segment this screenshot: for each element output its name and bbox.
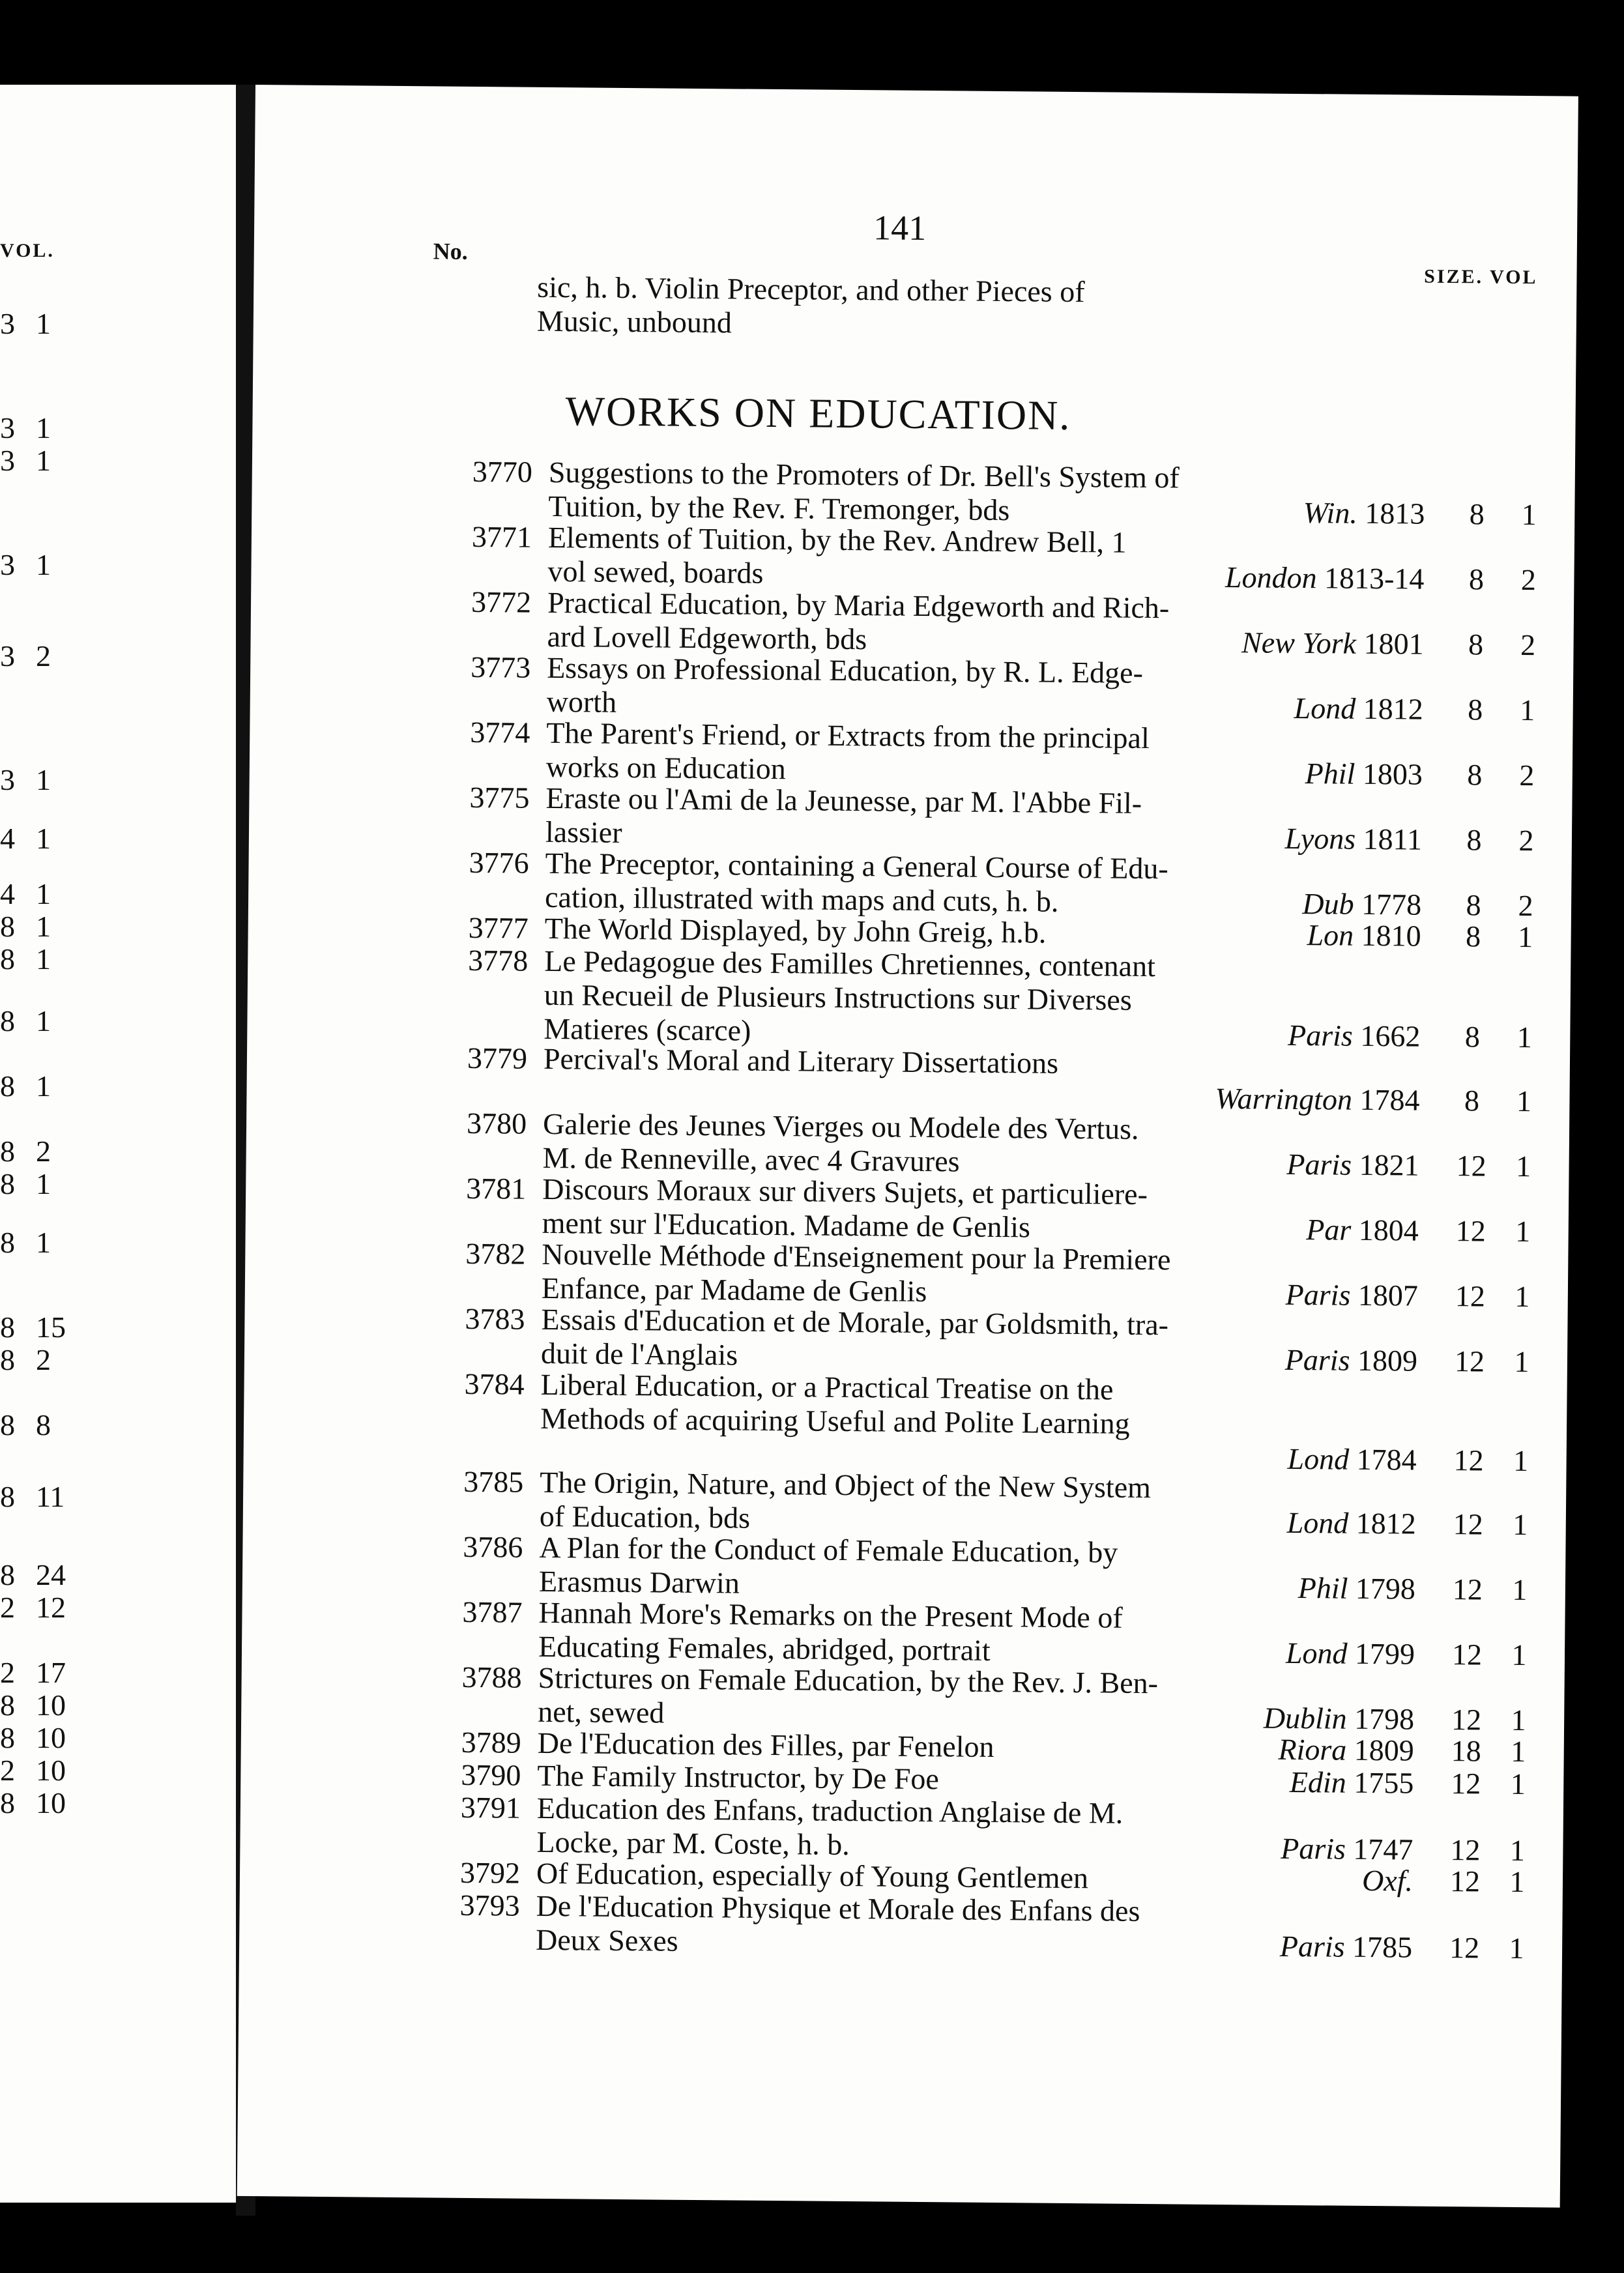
left-vol-row	[0, 1225, 78, 1264]
entry-title-text: Essais d'Education et de Morale, par Goldsmith, tra-	[541, 1302, 1169, 1342]
entry-imprint	[1303, 496, 1425, 531]
entry-size: 12	[1450, 1833, 1481, 1867]
entry-place: Par	[1306, 1213, 1352, 1247]
entry-imprint	[1285, 1278, 1418, 1313]
entry-title-text: cation, illustrated with maps and cuts, h. b.	[544, 880, 1059, 918]
entry-number: 3793	[459, 1888, 520, 1922]
entry-title-text: Practical Education, by Maria Edgeworth and Rich-	[547, 585, 1170, 625]
entry-year: 1809	[1357, 1343, 1418, 1378]
left-size-fragment: 4	[0, 822, 15, 855]
left-size-fragment: 8	[0, 910, 15, 943]
left-size-fragment: 8	[0, 1558, 15, 1591]
entry-imprint	[1278, 1733, 1414, 1768]
entry-size: 18	[1451, 1734, 1481, 1768]
entry-place: Dublin	[1263, 1701, 1347, 1735]
entry-number: 3774	[470, 715, 530, 749]
left-size-fragment: 3	[0, 763, 15, 796]
entry-size: 8	[1464, 1084, 1480, 1118]
entry-imprint	[1241, 626, 1424, 661]
left-size-fragment: 8	[0, 1167, 15, 1200]
entry-imprint	[1306, 1213, 1419, 1248]
entry-vol: 1	[1512, 1572, 1528, 1607]
entry-vol: 2	[1519, 758, 1535, 792]
entry-size: 12	[1455, 1279, 1486, 1313]
entry-title-text: Discours Moraux sur divers Sujets, et particuliere-	[542, 1172, 1148, 1211]
entry-number: 3781	[466, 1171, 527, 1206]
entry-place: Dub	[1302, 887, 1354, 921]
entry-number: 3784	[464, 1367, 525, 1401]
left-size-fragment: 4	[0, 877, 15, 910]
entry-vol: 2	[1520, 628, 1536, 662]
entry-title-text: duit de l'Anglais	[540, 1336, 738, 1372]
entry-year: 1799	[1354, 1636, 1415, 1671]
entry-number: 3771	[471, 519, 532, 554]
entry-vol: 2	[1520, 562, 1537, 597]
entry-year: 1812	[1363, 691, 1423, 726]
entry-place: Warrington	[1215, 1081, 1353, 1116]
entry-title-text: Le Pedagogue des Familles Chretiennes, contenant	[544, 944, 1156, 983]
entry-year: 1798	[1355, 1571, 1416, 1606]
entry-place: Paris	[1286, 1147, 1352, 1181]
entry-imprint	[1286, 1148, 1419, 1183]
entry-number: 3787	[462, 1595, 523, 1629]
left-size-fragment: 8	[0, 1004, 15, 1037]
entry-year: 1807	[1357, 1278, 1419, 1312]
left-vol-value: 17	[36, 1656, 66, 1689]
entry-title-text: vol sewed, boards	[547, 554, 764, 590]
entry-title-text: Liberal Education, or a Practical Treatise on the	[540, 1367, 1114, 1406]
left-page	[0, 85, 236, 2203]
entry-year: 1784	[1356, 1442, 1417, 1477]
left-vol-value: 11	[36, 1480, 65, 1513]
entry-size: 12	[1453, 1443, 1484, 1477]
entry-size: 12	[1452, 1572, 1483, 1606]
entry-vol: 1	[1514, 1344, 1530, 1379]
left-vol-value: 1	[36, 411, 51, 444]
entry-place: Lon	[1307, 918, 1354, 952]
entry-size: 8	[1468, 562, 1485, 596]
entry-number: 3775	[469, 780, 530, 815]
left-vol-value: 1	[36, 1167, 51, 1200]
entry-vol: 1	[1509, 1833, 1526, 1868]
left-vol-value: 1	[36, 1004, 51, 1037]
left-size-fragment: 8	[0, 1480, 15, 1513]
entry-year: 1804	[1358, 1213, 1419, 1247]
entry-title-text: Elements of Tuition, by the Rev. Andrew Bell, 1	[547, 520, 1127, 559]
entry-place: Oxf.	[1361, 1863, 1414, 1898]
entry-place: Lond	[1285, 1636, 1348, 1670]
entry-title-text: works on Education	[545, 749, 787, 786]
entry-vol: 2	[1518, 823, 1534, 858]
entry-number: 3789	[461, 1725, 522, 1759]
entry-title-text: The Family Instructor, by De Foe	[537, 1758, 940, 1796]
entry-imprint	[1225, 560, 1425, 596]
entry-title-text: Erasmus Darwin	[538, 1564, 740, 1600]
entry-title-text: Tuition, by the Rev. F. Tremonger, bds	[548, 489, 1010, 527]
entry-title-text: Essays on Professional Education, by R. L. Edge-	[546, 650, 1144, 689]
left-size-fragment: 8	[0, 942, 15, 976]
entry-place: Paris	[1287, 1018, 1354, 1052]
entry-place: Paris	[1279, 1929, 1345, 1963]
entry-place: London	[1225, 560, 1317, 595]
entry-number: 3785	[463, 1464, 524, 1499]
entry-imprint	[1286, 1636, 1415, 1672]
entry-title-text: Percival's Moral and Literary Dissertations	[543, 1041, 1059, 1080]
entry-year: 1747	[1353, 1832, 1414, 1866]
entry-place: Paris	[1281, 1831, 1346, 1866]
entry-vol: 1	[1521, 497, 1537, 532]
entry-place: Paris	[1285, 1277, 1351, 1312]
left-vol-value: 1	[36, 1069, 51, 1103]
entry-vol: 1	[1517, 919, 1533, 954]
entry-year: 1755	[1354, 1765, 1414, 1800]
left-vol-row	[0, 306, 78, 345]
entry-place: Lond	[1286, 1505, 1349, 1540]
entry-year: 1812	[1356, 1506, 1417, 1541]
left-vol-value: 1	[36, 877, 51, 910]
left-vol-value: 10	[36, 1754, 66, 1787]
entry-year: 1813-14	[1324, 561, 1425, 596]
entry-title-text: The World Displayed, by John Greig, h.b.	[544, 911, 1047, 949]
left-vol-value: 1	[36, 910, 51, 943]
entry-size: 12	[1456, 1149, 1486, 1183]
entry-title-text: un Recueil de Plusieurs Instructions sur Diverses	[544, 977, 1132, 1017]
entry-year: 1810	[1361, 918, 1421, 953]
entry-imprint	[1284, 822, 1422, 857]
entry-place: Riora	[1278, 1732, 1347, 1767]
left-vol-value: 12	[36, 1591, 66, 1624]
entry-title-text: The Parent's Friend, or Extracts from the principal	[546, 716, 1150, 755]
entry-title-text: De l'Education Physique et Morale des Enfans des	[536, 1889, 1140, 1928]
entry-vol: 1	[1515, 1149, 1531, 1183]
entry-year: 1778	[1361, 887, 1422, 921]
left-vol-row	[0, 1408, 78, 1447]
right-page	[237, 85, 1578, 2208]
left-size-fragment: 3	[0, 307, 15, 340]
entry-place: Paris	[1284, 1342, 1350, 1377]
left-size-fragment: 2	[0, 1656, 15, 1689]
left-size-fragment: 8	[0, 1343, 15, 1376]
left-vol-value: 1	[36, 822, 51, 855]
entry-size: 12	[1453, 1507, 1484, 1541]
left-vol-row	[0, 1069, 78, 1108]
left-size-fragment: 8	[0, 1226, 15, 1259]
column-header-no: No.	[433, 238, 468, 265]
left-vol-value: 2	[36, 1343, 51, 1376]
entry-imprint	[1290, 1765, 1414, 1801]
left-vol-value: 24	[36, 1558, 66, 1591]
entry-size: 12	[1451, 1638, 1483, 1672]
left-vol-value: 10	[36, 1786, 66, 1819]
entry-title-text: The Preceptor, containing a General Course of Edu-	[545, 846, 1168, 886]
left-vol-value: 10	[36, 1721, 66, 1754]
left-size-fragment: 3	[0, 639, 15, 673]
left-vol-value: 10	[36, 1688, 66, 1722]
page-number: 141	[873, 208, 927, 248]
entry-imprint	[1281, 1832, 1414, 1867]
entry-title-text: lassier	[545, 815, 622, 849]
entry-vol: 1	[1509, 1931, 1524, 1965]
entry-title-text: Education des Enfans, traduction Anglaise de M.	[536, 1791, 1124, 1830]
continuation-line: Music, unbound	[536, 304, 732, 340]
entry-number: 3786	[463, 1529, 523, 1564]
entry-title-text: Educating Females, abridged, portrait	[538, 1629, 991, 1667]
left-vol-row	[0, 1342, 78, 1382]
entry-title-text: De l'Education des Filles, par Fenelon	[537, 1726, 994, 1763]
entry-vol: 1	[1509, 1864, 1525, 1899]
left-vol-row	[0, 1786, 78, 1825]
entry-imprint	[1305, 757, 1423, 792]
left-vol-value: 2	[36, 639, 51, 673]
entry-vol: 1	[1515, 1279, 1530, 1314]
entry-vol: 1	[1515, 1214, 1531, 1249]
entry-imprint	[1307, 918, 1421, 953]
entry-vol: 1	[1511, 1734, 1526, 1769]
entry-title-text: ard Lovell Edgeworth, bds	[547, 619, 867, 656]
left-size-fragment: 2	[0, 1754, 15, 1787]
entry-number: 3778	[468, 943, 529, 977]
entry-number: 3772	[471, 585, 532, 619]
left-size-fragment: 8	[0, 1135, 15, 1168]
entry-title-text: Hannah More's Remarks on the Present Mode of	[538, 1595, 1123, 1634]
entry-number: 3783	[465, 1301, 525, 1336]
entry-title-text: of Education, bds	[539, 1499, 751, 1535]
left-vol-row	[0, 762, 78, 802]
entry-imprint	[1294, 691, 1423, 727]
entry-place: New York	[1241, 626, 1357, 660]
entry-title-text: worth	[546, 684, 617, 719]
left-size-fragment: 3	[0, 548, 15, 581]
left-vol-row	[0, 821, 78, 860]
left-size-fragment: 8	[0, 1310, 15, 1344]
left-vol-row	[0, 942, 78, 981]
entry-size: 12	[1451, 1767, 1481, 1801]
left-size-fragment: 2	[0, 1591, 15, 1624]
left-vol-value: 1	[36, 548, 51, 581]
left-vol-row	[0, 443, 78, 482]
entry-vol: 1	[1516, 1020, 1533, 1054]
entry-size: 8	[1465, 919, 1481, 953]
left-vol-value: 8	[36, 1408, 51, 1441]
left-vol-value: 1	[36, 444, 51, 477]
entry-year: 1809	[1354, 1733, 1414, 1767]
entry-year: 1813	[1365, 496, 1425, 530]
left-size-fragment: 3	[0, 411, 15, 444]
left-vol-header: VOL.	[0, 240, 55, 261]
entry-size: 12	[1451, 1703, 1482, 1737]
entry-imprint	[1362, 1864, 1413, 1898]
entry-size: 8	[1467, 693, 1483, 727]
entry-year: 1785	[1352, 1930, 1413, 1964]
entry-year: 1803	[1362, 757, 1423, 791]
left-size-fragment: 8	[0, 1408, 15, 1441]
entry-number: 3779	[467, 1041, 528, 1075]
entry-vol: 1	[1511, 1638, 1527, 1672]
entry-number: 3776	[469, 845, 529, 880]
entry-title-text: Galerie des Jeunes Vierges ou Modele des Vertus.	[542, 1107, 1139, 1146]
left-vol-value: 1	[36, 942, 51, 976]
entry-imprint	[1285, 1343, 1418, 1378]
entry-size: 8	[1466, 888, 1481, 922]
entry-title-text: The Origin, Nature, and Object of the New System	[540, 1465, 1152, 1505]
entry-place: Win.	[1303, 496, 1358, 530]
entry-number: 3792	[459, 1855, 521, 1890]
entry-number: 3780	[466, 1106, 527, 1140]
column-header-size-vol: SIZE. VOL	[1424, 265, 1538, 289]
entry-title-text: Deux Sexes	[535, 1922, 678, 1958]
left-size-fragment: 8	[0, 1786, 15, 1819]
entry-number: 3791	[460, 1790, 521, 1825]
left-vol-value: 1	[36, 1226, 51, 1259]
entry-vol: 1	[1513, 1443, 1529, 1478]
entry-title-text: Strictures on Female Education, by the Rev. J. Ben-	[538, 1660, 1159, 1700]
entry-place: Phil	[1305, 757, 1356, 790]
entry-title-text: Methods of acquiring Useful and Polite Learning	[540, 1401, 1130, 1440]
entry-number: 3777	[468, 910, 529, 945]
entry-title-text: Enfance, par Madame de Genlis	[541, 1271, 927, 1309]
left-vol-value: 15	[36, 1310, 66, 1344]
entry-vol: 1	[1513, 1507, 1528, 1542]
entry-size: 12	[1449, 1931, 1480, 1965]
entry-imprint	[1286, 1506, 1416, 1541]
left-size-fragment: 8	[0, 1069, 15, 1103]
entry-number: 3770	[472, 454, 533, 489]
entry-year: 1821	[1359, 1148, 1419, 1182]
entry-title-text: Locke, par M. Coste, h. b.	[536, 1825, 850, 1862]
entry-title-text: ment sur l'Education. Madame de Genlis	[542, 1206, 1031, 1244]
left-vol-value: 1	[36, 307, 51, 340]
entry-vol: 1	[1511, 1703, 1526, 1737]
entry-size: 8	[1468, 628, 1484, 661]
entry-imprint	[1302, 887, 1421, 922]
entry-year: 1811	[1363, 822, 1423, 856]
entry-size: 8	[1466, 823, 1482, 857]
left-vol-row	[0, 639, 78, 678]
section-title: WORKS ON EDUCATION.	[565, 388, 1071, 439]
entry-number: 3773	[470, 650, 531, 684]
entry-title-text: Of Education, especially of Young Gentlemen	[536, 1856, 1089, 1895]
entry-vol: 1	[1519, 693, 1535, 727]
entry-vol: 1	[1510, 1767, 1526, 1801]
entry-vol: 2	[1518, 888, 1533, 923]
entry-imprint	[1280, 1930, 1413, 1965]
entry-imprint	[1264, 1701, 1415, 1737]
entry-title-text: net, sewed	[538, 1694, 665, 1730]
entry-size: 8	[1469, 497, 1485, 531]
left-vol-value: 1	[36, 763, 51, 796]
left-vol-row	[0, 1166, 78, 1206]
left-size-fragment: 8	[0, 1688, 15, 1722]
entry-title-text: Suggestions to the Promoters of Dr. Bell's System of	[548, 455, 1180, 495]
entry-place: Lond	[1287, 1441, 1350, 1476]
entry-title-text: Eraste ou l'Ami de la Jeunesse, par M. l'Abbe Fil-	[545, 781, 1142, 820]
entry-number: 3782	[465, 1236, 526, 1271]
entry-place: Lond	[1294, 691, 1356, 725]
entry-title-text: Matieres (scarce)	[544, 1011, 751, 1047]
entry-imprint	[1298, 1571, 1416, 1606]
left-vol-row	[0, 1004, 78, 1043]
entry-size: 8	[1464, 1020, 1481, 1054]
entry-year: 1801	[1363, 626, 1424, 661]
entry-year: 1784	[1359, 1082, 1420, 1117]
left-vol-value: 2	[36, 1135, 51, 1168]
entry-title-text: A Plan for the Conduct of Female Education, by	[539, 1530, 1118, 1569]
left-vol-row	[0, 1590, 78, 1629]
entry-size: 8	[1467, 758, 1483, 792]
left-size-fragment: 8	[0, 1721, 15, 1754]
entry-place: Lyons	[1284, 821, 1356, 856]
continuation-line: sic, h. b. Violin Preceptor, and other Pieces of	[537, 270, 1085, 309]
entry-size: 12	[1454, 1344, 1485, 1378]
left-vol-row	[0, 1479, 78, 1518]
left-size-fragment: 3	[0, 444, 15, 477]
entry-year: 1662	[1360, 1019, 1421, 1053]
entry-vol: 1	[1516, 1084, 1532, 1118]
entry-title-text: M. de Renneville, avec 4 Gravures	[542, 1140, 960, 1178]
entry-title-text: Nouvelle Méthode d'Enseignement pour la Premiere	[542, 1237, 1171, 1277]
entry-year: 1798	[1354, 1701, 1415, 1736]
entry-place: Phil	[1298, 1571, 1348, 1605]
left-vol-row	[0, 547, 78, 586]
entry-size: 12	[1455, 1214, 1486, 1248]
entry-number: 3788	[461, 1660, 522, 1694]
entry-size: 12	[1449, 1864, 1481, 1898]
entry-imprint	[1215, 1082, 1419, 1118]
entry-number: 3790	[461, 1758, 521, 1792]
entry-place: Edin	[1289, 1765, 1347, 1799]
